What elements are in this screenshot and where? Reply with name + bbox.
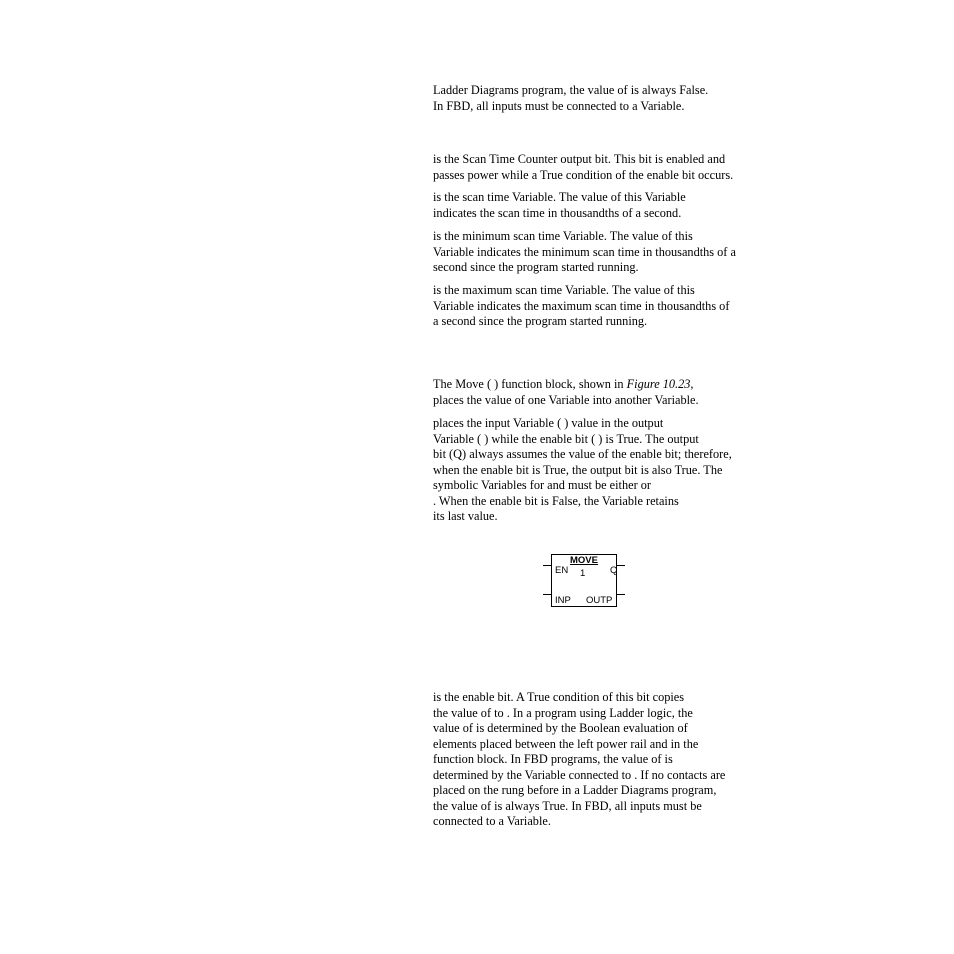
paragraph-min-scan-time [433,229,756,276]
text-line: . When the enable bit is False, the Variable retains [433,493,679,508]
text-line [433,377,756,393]
text-line: is the Scan Time Counter output bit. This bit is enabled and [433,152,726,166]
paragraph-en-enable-bit [433,690,756,830]
text-line: determined by the Variable connected to . If no contacts are [433,767,726,782]
text-line: Ladder Diagrams program, the value of is always False. [433,83,709,97]
text-line: Variable indicates the maximum scan time in thousandths of [433,298,730,313]
pin-en-line [543,565,551,566]
pin-outp-line [617,594,625,595]
paragraph-en-false [433,83,756,114]
paragraph-q-output [433,152,756,183]
text-run: The Move ( ) function block, shown in [433,377,627,391]
text-line: is the maximum scan time Variable. The value of this [433,283,695,297]
text-line: is the minimum scan time Variable. The value of this [433,229,693,243]
pin-q-line [617,565,625,566]
text-line: Variable indicates the minimum scan time in thousandths of a [433,244,736,259]
text-line: second since the program started running. [433,260,639,274]
text-line: is the scan time Variable. The value of this Variable [433,190,686,204]
text-line: when the enable bit is True, the output bit is also True. The [433,462,723,477]
text-line: In FBD, all inputs must be connected to a Variable. [433,98,685,113]
figure-reference: Figure 10.23 [626,377,691,391]
text-line: a second since the program started running. [433,314,648,328]
text-line: function block. In FBD programs, the value of is [433,752,673,766]
text-line: the value of to . In a program using Ladder logic, the [433,705,693,720]
text-line: is the enable bit. A True condition of this bit copies [433,690,685,704]
text-line: placed on the rung before in a Ladder Diagrams program, [433,783,717,797]
block-instance-number: 1 [580,568,586,579]
text-line: the value of is always True. In FBD, all inputs must be [433,798,702,813]
block-title: MOVE [570,555,598,566]
pin-label-inp: INP [555,595,571,606]
text-run: , [690,377,694,391]
move-function-block-figure [543,553,627,609]
text-line: Variable ( ) while the enable bit ( ) is True. The output [433,431,699,446]
paragraph-move-intro [433,377,756,408]
text-line: elements placed between the left power rail and in the [433,736,699,751]
text-line: symbolic Variables for and must be either or [433,478,651,492]
text-line: bit (Q) always assumes the value of the enable bit; therefore, [433,447,732,461]
text-line: passes power while a True condition of the enable bit occurs. [433,167,734,182]
pin-label-en: EN [555,565,569,576]
pin-label-outp: OUTP [586,595,613,606]
text-line: places the value of one Variable into another Variable. [433,392,699,407]
paragraph-move-description [433,416,756,525]
pin-label-q: Q [610,565,618,576]
text-line: indicates the scan time in thousandths of a second. [433,205,682,220]
paragraph-scan-time [433,190,756,221]
text-line: value of is determined by the Boolean evaluation of [433,721,688,735]
text-line: its last value. [433,509,498,523]
pin-inp-line [543,594,551,595]
paragraph-max-scan-time [433,283,756,330]
text-line: places the input Variable ( ) value in the output [433,416,664,430]
text-line: connected to a Variable. [433,814,551,828]
